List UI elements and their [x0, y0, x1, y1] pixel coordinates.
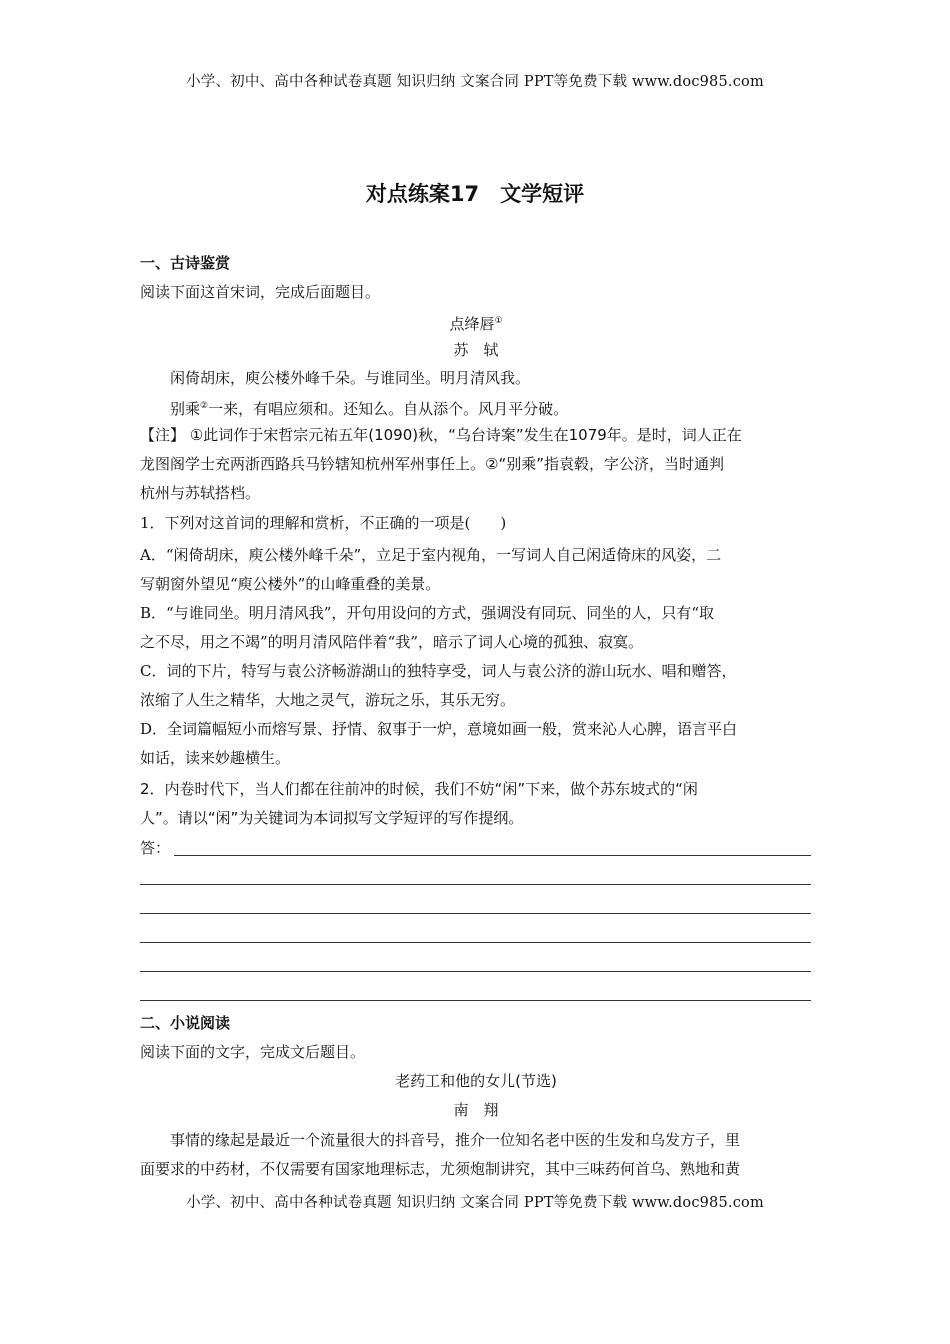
poem-title-note-marker: ① [494, 316, 503, 326]
section2-heading: 二、小说阅读 [140, 1014, 231, 1032]
page-footer: 小学、初中、高中各种试卷真题 知识归纳 文案合同 PPT等免费下载 www.doc985.com [186, 1195, 764, 1211]
poem-title [140, 311, 812, 334]
story-paragraph-line-1: 事情的缘起是最近一个流量很大的抖音号，推介一位知名老中医的生发和乌发方子，里 [170, 1131, 741, 1149]
option-b-line-2: 之不尽，用之不竭”的明月清风陪伴着“我”，暗示了词人心境的孤独、寂寞。 [140, 633, 644, 651]
option-b-line-1: B．“与谁同坐。明月清风我”，开句用设问的方式，强调没有同玩、同坐的人，只有“取 [140, 604, 715, 622]
answer-blank-line[interactable] [140, 942, 811, 943]
poem-line-2 [140, 396, 842, 419]
story-paragraph-line-2: 面要求的中药材，不仅需要有国家地理标志，尤须炮制讲究，其中三味药何首乌、熟地和黄 [140, 1160, 741, 1178]
story-title: 老药工和他的女儿(节选) [395, 1072, 557, 1090]
note-line-3: 杭州与苏轼搭档。 [140, 484, 261, 502]
answer-blank-line[interactable] [140, 913, 811, 914]
poem-title-text: 点绛唇 [449, 315, 495, 333]
story-author: 南 翔 [453, 1101, 499, 1119]
answer-blank-line[interactable] [140, 884, 811, 885]
question-1: 1．下列对这首词的理解和赏析，不正确的一项是( ) [140, 514, 507, 532]
section1-heading: 一、古诗鉴赏 [140, 254, 231, 272]
option-c-line-1: C．词的下片，特写与袁公济畅游湖山的独特享受，词人与袁公济的游山玩水、唱和赠答， [140, 662, 737, 680]
poem-line-2-start: 别乘 [170, 400, 201, 418]
question-2-line-2: 人”。请以“闲”为关键词为本词拟写文学短评的写作提纲。 [140, 809, 524, 827]
answer-blank-line[interactable] [174, 855, 811, 856]
question-2-line-1: 2．内卷时代下，当人们都在往前冲的时候，我们不妨“闲”下来，做个苏东坡式的“闲 [140, 780, 698, 798]
answer-blank-line[interactable] [140, 971, 811, 972]
page-title: 对点练案17 文学短评 [365, 182, 585, 206]
option-a-line-2: 写朝窗外望见“庾公楼外”的山峰重叠的美景。 [140, 575, 441, 593]
page-header: 小学、初中、高中各种试卷真题 知识归纳 文案合同 PPT等免费下载 www.doc985.com [186, 74, 764, 90]
poet-name: 苏 轼 [453, 341, 499, 359]
option-d-line-1: D．全词篇幅短小而熔写景、抒情、叙事于一炉，意境如画一般，赏来沁人心脾，语言平白 [140, 720, 738, 738]
option-d-line-2: 如话，读来妙趣横生。 [140, 749, 291, 767]
answer-blank-line[interactable] [140, 1000, 811, 1001]
poem-line-2-note-marker: ② [200, 401, 209, 411]
section2-instruction: 阅读下面的文字，完成文后题目。 [140, 1043, 366, 1061]
note-line-2: 龙图阁学士充两浙西路兵马钤辖知杭州军州事任上。②“别乘”指袁毂，字公济，当时通判 [140, 455, 724, 473]
poem-line-2-rest: 一来，有唱应须和。还知么。自从添个。风月平分破。 [208, 400, 569, 418]
answer-label: 答： [140, 839, 171, 857]
option-c-line-2: 浓缩了人生之精华，大地之灵气，游玩之乐，其乐无穷。 [140, 691, 516, 709]
note-line-1: 【注】 ①此词作于宋哲宗元祐五年(1090)秋，“乌台诗案”发生在1079年。是时，词人正在 [140, 426, 742, 444]
option-a-line-1: A．“闲倚胡床，庾公楼外峰千朵”，立足于室内视角，一写词人自己闲适倚床的风姿，二 [140, 546, 722, 564]
poem-line-1: 闲倚胡床，庾公楼外峰千朵。与谁同坐。明月清风我。 [170, 369, 531, 387]
section1-instruction: 阅读下面这首宋词，完成后面题目。 [140, 283, 381, 301]
